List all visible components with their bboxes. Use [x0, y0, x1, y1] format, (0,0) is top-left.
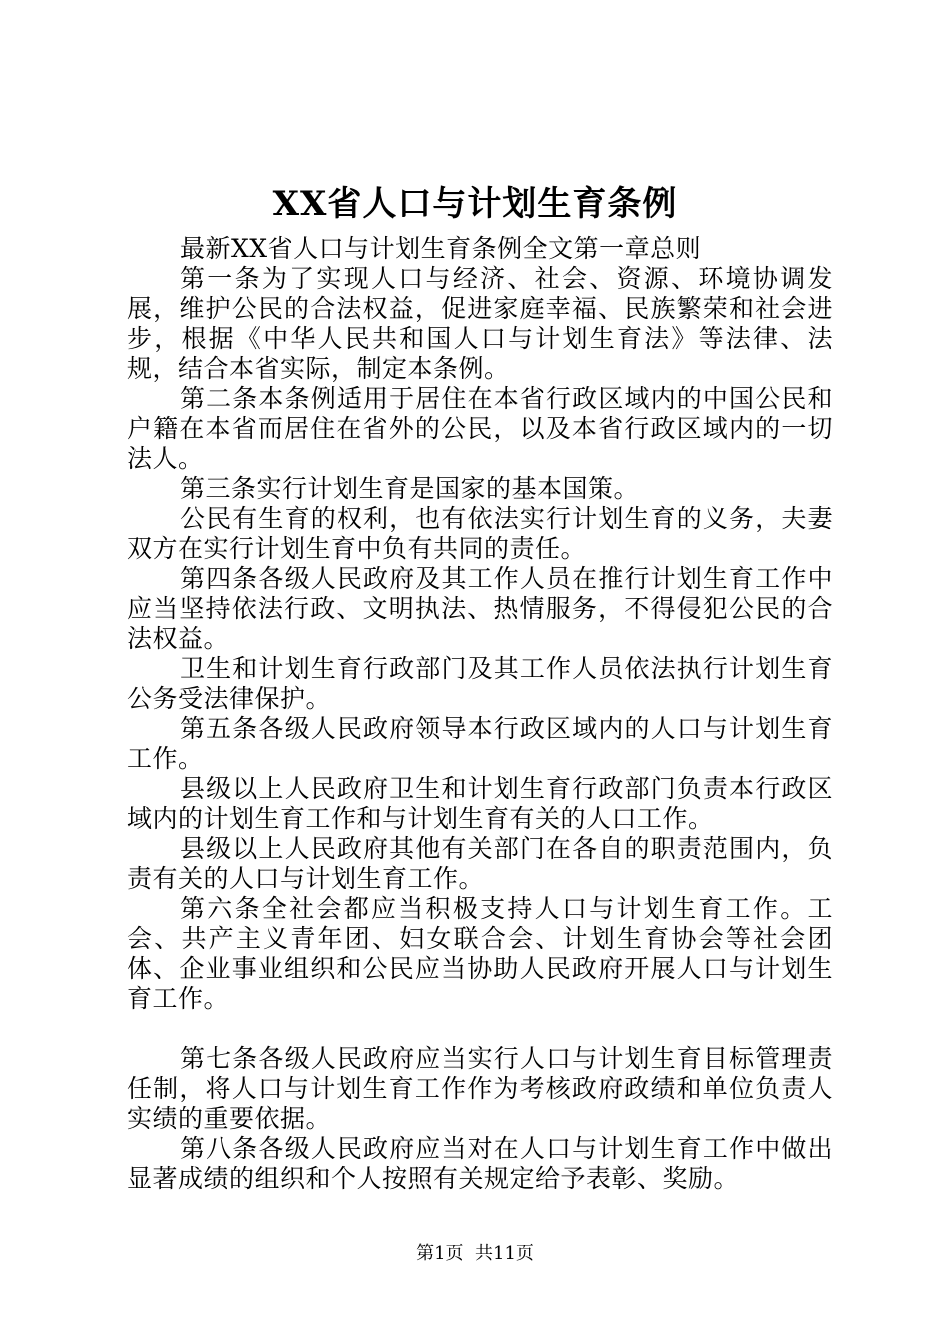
paragraph-article-1: 第一条为了实现人口与经济、社会、资源、环境协调发展，维护公民的合法权益，促进家庭幸福、民族繁荣和社会进步，根据《中华人民共和国人口与计划生育法》等法律、法规，结合本省实际，制定本条例。 [127, 264, 833, 383]
page-number-label: 第1页 共11页 [416, 1243, 534, 1264]
paragraph-article-7: 第七条各级人民政府应当实行人口与计划生育目标管理责任制，将人口与计划生育工作作为考核政府政绩和单位负责人实绩的重要依据。 [127, 1044, 833, 1133]
document-title: XX省人口与计划生育条例 [272, 184, 678, 224]
paragraph-article-3-cont: 公民有生育的权利，也有依法实行计划生育的义务，夫妻双方在实行计划生育中负有共同的责任。 [127, 504, 833, 563]
paragraph-article-4: 第四条各级人民政府及其工作人员在推行计划生育工作中应当坚持依法行政、文明执法、热情服务，不得侵犯公民的合法权益。 [127, 564, 833, 653]
paragraph-article-6: 第六条全社会都应当积极支持人口与计划生育工作。工会、共产主义青年团、妇女联合会、计划生育协会等社会团体、企业事业组织和公民应当协助人民政府开展人口与计划生育工作。 [127, 894, 833, 1013]
paragraph-article-5-cont-1: 县级以上人民政府卫生和计划生育行政部门负责本行政区域内的计划生育工作和与计划生育有关的人口工作。 [127, 774, 833, 833]
document-body [127, 234, 833, 1194]
paragraph-article-5: 第五条各级人民政府领导本行政区域内的人口与计划生育工作。 [127, 714, 833, 773]
paragraph-article-5-cont-2: 县级以上人民政府其他有关部门在各自的职责范围内，负责有关的人口与计划生育工作。 [127, 834, 833, 893]
paragraph-spacer [127, 1014, 833, 1044]
page-footer [0, 1242, 950, 1266]
paragraph-article-2: 第二条本条例适用于居住在本省行政区域内的中国公民和户籍在本省而居住在省外的公民，以及本省行政区域内的一切法人。 [127, 384, 833, 473]
paragraph-article-3: 第三条实行计划生育是国家的基本国策。 [180, 474, 640, 503]
paragraph-article-4-cont: 卫生和计划生育行政部门及其工作人员依法执行计划生育公务受法律保护。 [127, 654, 833, 713]
paragraph-intro: 最新XX省人口与计划生育条例全文第一章总则 [180, 234, 702, 263]
paragraph-article-8: 第八条各级人民政府应当对在人口与计划生育工作中做出显著成绩的组织和个人按照有关规定给予表彰、奖励。 [127, 1134, 833, 1193]
